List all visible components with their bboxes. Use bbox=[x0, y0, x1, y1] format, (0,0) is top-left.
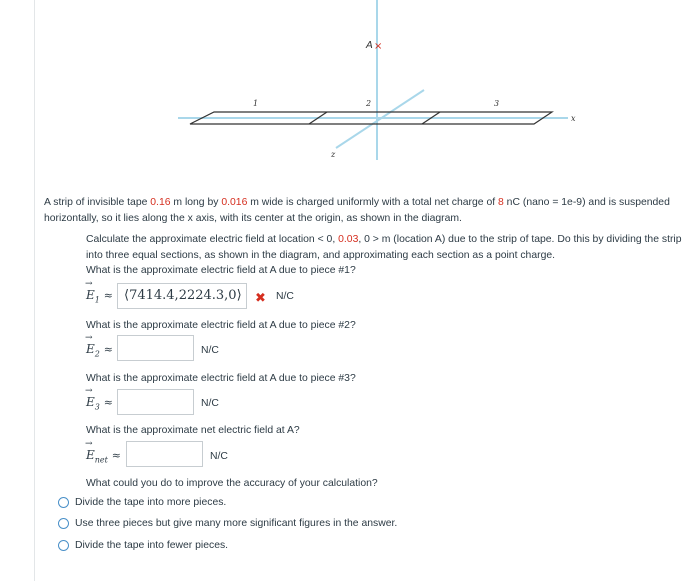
z-axis-label: z bbox=[331, 150, 336, 159]
section-label-3: 3 bbox=[494, 99, 500, 108]
tape-charge-value: 8 bbox=[498, 197, 504, 208]
accuracy-question: What could you do to improve the accuracy of your calculation? bbox=[86, 478, 378, 489]
e2-answer-input[interactable] bbox=[117, 335, 194, 361]
e1-answer-input[interactable]: ⟨7414.4,2224.3,0⟩ bbox=[117, 283, 247, 309]
option-more-sig-figs[interactable]: Use three pieces but give many more significant figures in the answer. bbox=[58, 518, 397, 529]
enet-unit: N/C bbox=[210, 451, 228, 462]
radio-button[interactable] bbox=[58, 497, 69, 508]
section-label-1: 1 bbox=[253, 99, 259, 108]
tape-width-value: 0.016 bbox=[221, 197, 248, 208]
question-piece-3: What is the approximate electric field at A due to piece #3? bbox=[86, 373, 356, 384]
tape-length-value: 0.16 bbox=[150, 197, 171, 208]
task-instructions: Calculate the approximate electric field at location < 0, 0.03, 0 > m (location A) due to the strip of tape. Do this by dividing the strip into three equal sections, as shown in the diagram, and approximating each section as a point charge. What is the approximate electric field at A due to piece #1? bbox=[86, 234, 682, 276]
question-net-field: What is the approximate net electric field at A? bbox=[86, 425, 300, 436]
option-fewer-pieces[interactable]: Divide the tape into fewer pieces. bbox=[58, 540, 228, 551]
option-more-pieces[interactable]: Divide the tape into more pieces. bbox=[58, 497, 226, 508]
e3-label: → $E_3$ ≈ bbox=[86, 395, 113, 411]
point-a-label: A bbox=[366, 40, 373, 51]
location-y-value: 0.03 bbox=[338, 234, 359, 245]
e2-unit: N/C bbox=[201, 345, 219, 356]
question-piece-2: What is the approximate electric field at A due to piece #2? bbox=[86, 320, 356, 331]
radio-button[interactable] bbox=[58, 518, 69, 529]
e1-unit: N/C bbox=[276, 291, 294, 302]
problem-statement: A strip of invisible tape 0.16 m long by 0.016 m wide is charged uniformly with a total net charge of 8 nC (nano = 1e-9) and is suspended horizontally, so it lies along the x axis, with its center at the origin, as shown in the diagram. bbox=[44, 197, 670, 224]
e2-label: → $E_2$ ≈ bbox=[86, 342, 113, 358]
e3-unit: N/C bbox=[201, 398, 219, 409]
point-a-marker: × bbox=[374, 41, 383, 52]
tape-strip-diagram bbox=[0, 0, 700, 185]
incorrect-icon: ✖ bbox=[255, 290, 266, 305]
e3-answer-input[interactable] bbox=[117, 389, 194, 415]
section-label-2: 2 bbox=[366, 99, 372, 108]
enet-answer-input[interactable] bbox=[126, 441, 203, 467]
enet-label: → $E_{net}$ ≈ bbox=[86, 448, 121, 464]
x-axis-label: x bbox=[571, 114, 576, 123]
question-piece-1: What is the approximate electric field at A due to piece #1? bbox=[86, 265, 356, 276]
radio-button[interactable] bbox=[58, 540, 69, 551]
e1-label: → $E_1$ ≈ bbox=[86, 288, 113, 304]
